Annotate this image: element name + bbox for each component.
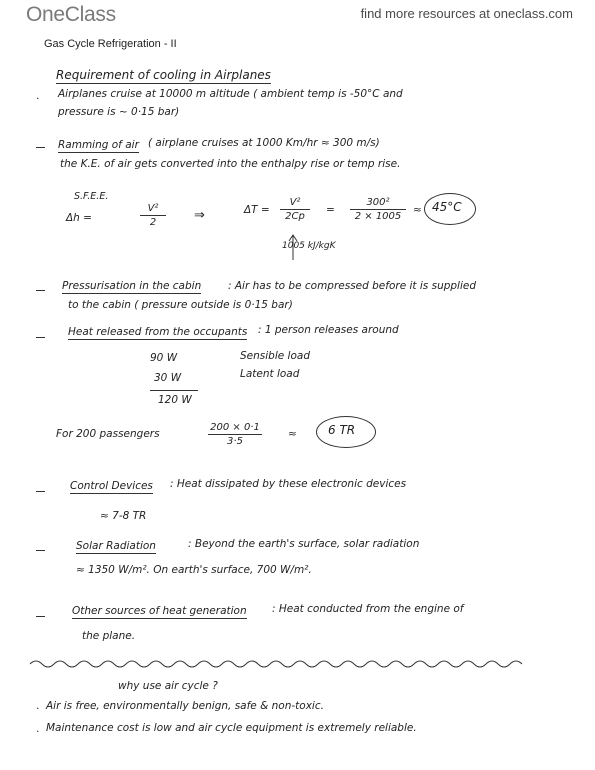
dash-bullet	[36, 491, 45, 492]
watts-90: 90 W	[150, 352, 178, 364]
dash-bullet	[36, 550, 45, 551]
ke-line: the K.E. of air gets converted into the enthalpy rise or temp rise.	[60, 158, 401, 170]
latent-load: Latent load	[240, 368, 300, 380]
document-title: Gas Cycle Refrigeration - II	[44, 38, 177, 50]
wavy-divider	[0, 654, 595, 674]
bullet-dot: ·	[36, 92, 40, 105]
num-200x0.1: 200 × 0·1	[210, 422, 260, 433]
heat-heading: Heat released from the occupants	[68, 326, 248, 338]
dash-bullet	[36, 290, 45, 291]
other-text: : Heat conducted from the engine of	[272, 603, 464, 615]
dash-bullet	[36, 147, 45, 148]
solar-heading: Solar Radiation	[76, 540, 156, 552]
cp-note: 1005 kJ/kgK	[282, 241, 336, 251]
control-tr: ≈ 7-8 TR	[100, 510, 147, 522]
watts-30: 30 W	[154, 372, 182, 384]
sensible-load: Sensible load	[240, 350, 310, 362]
v2b-numerator: V²	[289, 197, 301, 208]
v2-over-2cp	[280, 197, 310, 222]
v2-over-2	[140, 203, 166, 228]
result-6tr: 6 TR	[328, 423, 356, 437]
approx-sign-2: ≈	[288, 428, 297, 440]
delta-t: ΔT =	[244, 204, 270, 216]
den-2x1005: 2 × 1005	[354, 211, 402, 222]
dash-bullet	[36, 337, 45, 338]
heat-text: : 1 person releases around	[258, 324, 399, 336]
other-line-2: the plane.	[82, 630, 136, 642]
for-200-passengers: For 200 passengers	[56, 428, 160, 440]
maintenance-line: Maintenance cost is low and air cycle equipment is extremely reliable.	[46, 722, 417, 734]
page-header	[0, 0, 595, 34]
control-text: : Heat dissipated by these electronic devices	[170, 478, 407, 490]
equals-sign: =	[326, 204, 335, 216]
v2-numerator: V²	[147, 203, 159, 214]
pressurisation-heading: Pressurisation in the cabin	[62, 280, 202, 292]
bullet-dot: ·	[36, 725, 40, 738]
airplane-line-2: pressure is ~ 0·15 bar)	[58, 106, 180, 118]
control-heading: Control Devices	[70, 480, 153, 492]
den-3.5: 3·5	[227, 436, 243, 447]
ramming-heading: Ramming of air	[58, 139, 139, 151]
airplane-line-1: Airplanes cruise at 10000 m altitude ( ambient temp is -50°C and	[58, 88, 403, 100]
solar-line-2: ≈ 1350 W/m². On earth's surface, 700 W/m².	[76, 564, 312, 576]
num300: 300²	[366, 197, 390, 208]
other-heading: Other sources of heat generation	[72, 605, 247, 617]
solar-text: : Beyond the earth's surface, solar radiation	[188, 538, 420, 550]
pressurisation-text: : Air has to be compressed before it is supplied	[228, 280, 477, 292]
300-fraction	[350, 197, 406, 222]
find-more-resources-link[interactable]: find more resources at oneclass.com	[360, 6, 573, 21]
two-denominator: 2	[149, 217, 157, 228]
ramming-text: ( airplane cruises at 1000 Km/hr ≈ 300 m/s)	[148, 137, 380, 149]
pressurisation-line-2: to the cabin ( pressure outside is 0·15 bar)	[68, 299, 293, 311]
watts-120: 120 W	[158, 394, 192, 406]
twocp-denominator: 2Cp	[285, 211, 305, 222]
bullet-dot: ·	[36, 702, 40, 715]
200-fraction	[208, 422, 262, 447]
delta-h: Δh =	[66, 212, 92, 224]
implies-arrow: ⇒	[194, 208, 205, 223]
why-air-cycle: why use air cycle ?	[118, 680, 218, 692]
dash-bullet	[36, 616, 45, 617]
sum-line	[150, 390, 198, 391]
approx-sign: ≈	[413, 204, 422, 216]
sfee-label: S.F.E.E.	[74, 191, 109, 202]
oneclass-logo[interactable]: OneClass	[26, 3, 116, 26]
result-45c: 45°C	[432, 200, 462, 214]
air-free-line: Air is free, environmentally benign, safe & non-toxic.	[46, 700, 324, 712]
requirement-heading: Requirement of cooling in Airplanes	[56, 68, 271, 82]
